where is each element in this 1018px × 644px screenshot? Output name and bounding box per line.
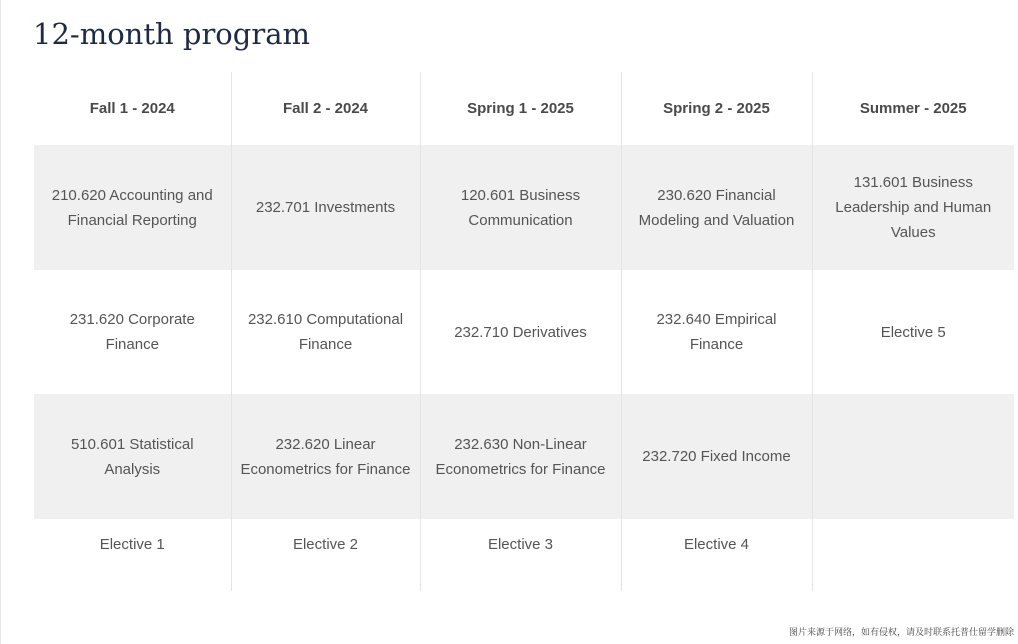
course-cell: 232.710 Derivatives (420, 270, 621, 394)
image-source-watermark: 图片来源于网络，如有侵权，请及时联系托普仕留学删除 (788, 627, 1014, 637)
table-row (34, 394, 1014, 519)
course-cell: 231.620 Corporate Finance (69, 311, 195, 353)
course-cell: 232.640 Empirical Finance (621, 270, 812, 394)
column-header-spring-1: Spring 1 - 2025 (420, 72, 621, 145)
program-schedule-table (34, 72, 1014, 591)
table-row (34, 519, 1014, 591)
course-cell: 232.630 Non-Linear Econometrics for Finance (420, 394, 621, 519)
course-cell: 120.601 Business Communication (420, 145, 621, 270)
course-cell: 230.620 Financial Modeling and Valuation (621, 145, 812, 270)
course-cell: 232.701 Investments (231, 145, 420, 270)
course-cell: Elective 5 (812, 270, 1014, 394)
column-header-fall-2: Fall 2 - 2024 (231, 72, 420, 145)
table-header-row (34, 72, 1014, 145)
table-row (34, 145, 1014, 270)
column-header-fall-1: Fall 1 - 2024 (89, 100, 175, 117)
course-cell: 232.720 Fixed Income (621, 394, 812, 519)
course-cell (812, 519, 1014, 591)
course-cell: Elective 2 (231, 519, 420, 591)
course-cell: Elective 4 (621, 519, 812, 591)
column-header-summer: Summer - 2025 (812, 72, 1014, 145)
course-cell: 232.620 Linear Econometrics for Finance (231, 394, 420, 519)
column-header-spring-2: Spring 2 - 2025 (621, 72, 812, 145)
course-cell: 232.610 Computational Finance (231, 270, 420, 394)
course-cell: 131.601 Business Leadership and Human Values (812, 145, 1014, 270)
course-cell (812, 394, 1014, 519)
page-left-border (0, 0, 1, 644)
course-cell: 510.601 Statistical Analysis (34, 394, 231, 519)
course-cell: Elective 1 (99, 536, 165, 553)
course-cell: Elective 3 (420, 519, 621, 591)
table-row (34, 270, 1014, 394)
page-title: 12-month program (33, 17, 310, 51)
course-cell: 210.620 Accounting and Financial Reporting (34, 145, 231, 270)
